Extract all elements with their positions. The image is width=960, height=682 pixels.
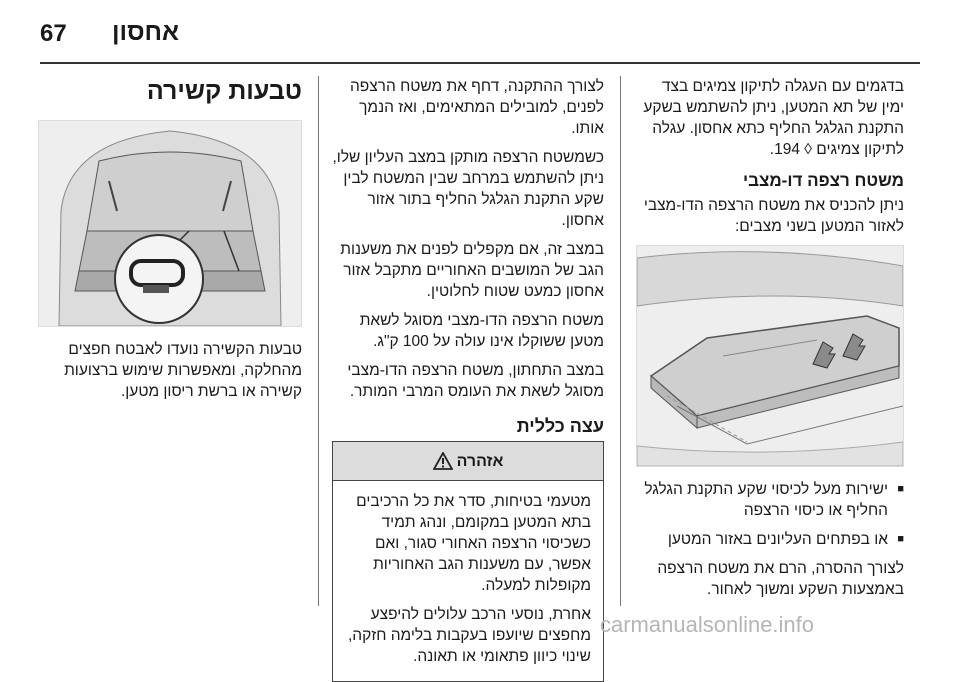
middle-column	[332, 76, 604, 682]
general-tip-heading: עצה כללית	[516, 416, 604, 436]
intro-paragraph	[638, 76, 904, 160]
column-divider	[318, 76, 319, 606]
right-column	[638, 76, 904, 608]
warning-paragraph: מטעמי בטיחות, סדר את כל הרכיבים בתא המטען במקומם, ונהג תמיד כשכיסוי הרצפה האחורי סגור, ואם אפשר, עם משענות הגב האחוריות מקופלות למעלה.	[356, 493, 591, 594]
watermark: carmanualsonline.info	[600, 612, 815, 637]
intro-text: בדגמים עם העגלה לתיקון צמיגים בצד ימין של תא המטען, ניתן להשתמש בשקע התקנת הגלגל החליף כתא אחסון.	[643, 78, 904, 137]
load-limit-paragraph: משטח הרצפה הדו-מצבי מסוגל לשאת מטען ששוקלו אינו עולה על 100 ק"ג.	[359, 312, 604, 350]
warning-box	[332, 441, 604, 682]
floor-panel-heading: משטח רצפה דו-מצבי	[742, 171, 904, 190]
lower-position-paragraph: במצב התחתון, משטח הרצפה הדו-מצבי מסוגל לשאת את העומס המרבי המותר.	[347, 362, 604, 400]
floor-panel-positions	[638, 479, 904, 550]
header-rule	[40, 62, 920, 64]
warning-paragraph: אחרת, נוסעי הרכב עלולים להיפצע מחפצים שיועפו בעקבות בלימה חזקה, שינוי כיוון פתאומי או תאונה.	[347, 606, 591, 665]
left-column	[40, 76, 302, 410]
page-header	[0, 0, 960, 62]
section-title: אחסון	[112, 18, 180, 46]
warning-header	[333, 442, 603, 481]
install-paragraph: לצורך ההתקנה, דחף את משטח הרצפה לפנים, למובילים המתאימים, ואז הנמך אותו.	[349, 78, 604, 137]
tie-down-rings-title: טבעות קשירה	[146, 77, 302, 105]
removal-paragraph: לצורך ההסרה, הרם את משטח הרצפה באמצעות השקע ומשוך לאחור.	[657, 560, 904, 598]
bullet-square-icon: ■	[897, 483, 904, 495]
intro-reference: עגלה לתיקון צמיגים ◊ 194.	[652, 120, 904, 158]
bullet-square-icon: ■	[897, 533, 904, 545]
list-item: ■ ישירות מעל לכיסוי שקע התקנת הגלגל החליף או כיסוי הרצפה	[644, 481, 904, 519]
cargo-floor-illustration	[636, 245, 904, 467]
warning-title: אזהרה	[456, 452, 504, 470]
floor-panel-paragraph: ניתן להכניס את משטח הרצפה הדו-מצבי לאזור המטען בשני מצבים:	[643, 197, 904, 235]
warning-body	[333, 481, 603, 681]
upper-position-paragraph: כשמשטח הרצפה מותקן במצב העליון שלו, ניתן להשתמש במרחב שבין המשטח לבין שקע התקנת הגלגל החליף בתור אזור אחסון.	[332, 149, 604, 229]
flat-area-paragraph: במצב זה, אם מקפלים לפנים את משענות הגב של המושבים האחוריים מתקבל אזור אחסון כמעט שטוח לחלוטין.	[340, 241, 604, 300]
tie-down-rings-illustration	[38, 120, 302, 327]
column-divider	[620, 76, 621, 606]
list-item: ■ או בפתחים העליונים באזור המטען	[667, 531, 904, 548]
warning-triangle-icon	[433, 452, 453, 470]
page-number: 67	[40, 20, 67, 47]
tie-down-rings-paragraph: טבעות הקשירה נועדו לאבטח חפצים מהחלקה, ומאפשרות שימוש ברצועות קשירה או ברשת ריסון מטען.	[64, 341, 302, 400]
